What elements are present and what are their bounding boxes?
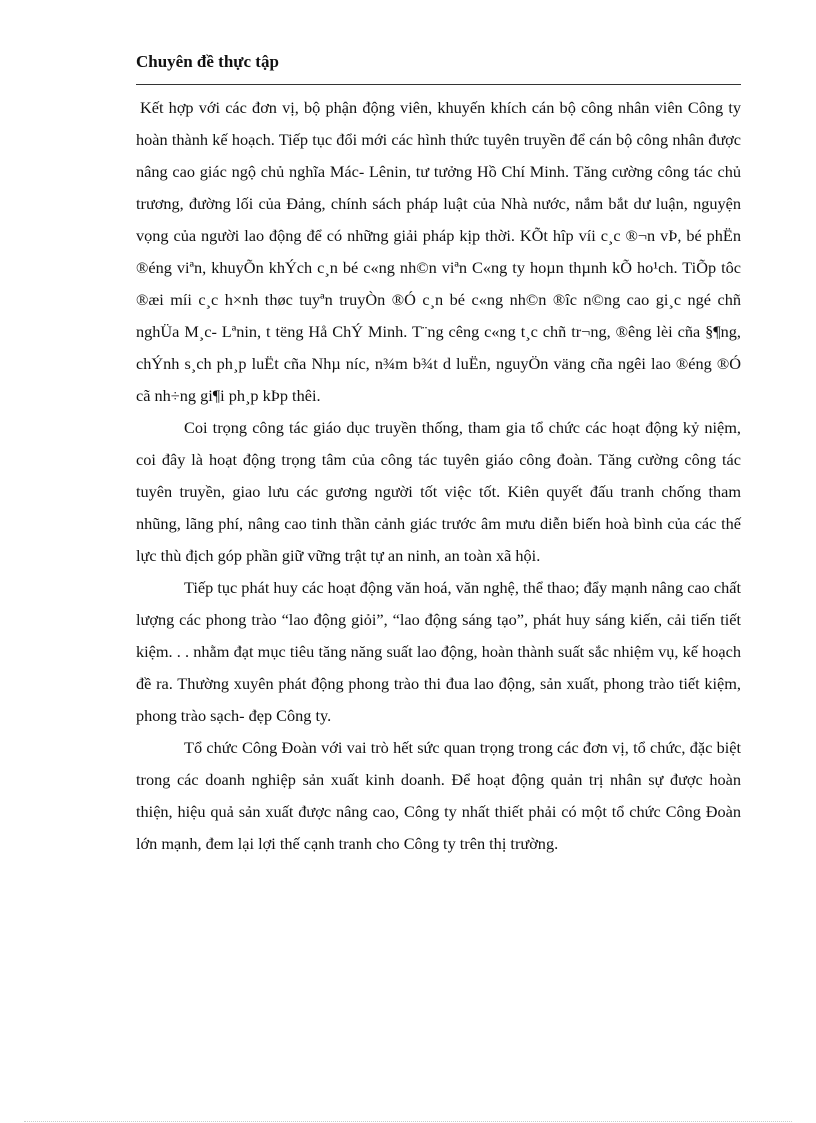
document-header-title: Chuyên đề thực tập bbox=[136, 52, 279, 71]
paragraph: Tiếp tục phát huy các hoạt động văn hoá, văn nghệ, thể thao; đẩy mạnh nâng cao chất lượng các phong trào “lao động giỏi”, “lao động sáng tạo”, phát huy sáng kiến, cải tiến tiết kiệm. . . nhằm đạt mục tiêu tăng năng suất lao động, hoàn thành suất sắc nhiệm vụ, kế hoạch đề ra. Thường xuyên phát động phong trào thi đua lao động, sản xuất, phong trào tiết kiệm, phong trào sạch- đẹp Công ty. bbox=[136, 578, 741, 725]
paragraph: Coi trọng công tác giáo dục truyền thống, tham gia tổ chức các hoạt động kỷ niệm, coi đây là hoạt động trọng tâm của công tác tuyên giáo công đoàn. Tăng cường công tác tuyên truyền, giao lưu các gương người tốt việc tốt. Kiên quyết đấu tranh chống tham nhũng, lãng phí, nâng cao tinh thần cảnh giác trước âm mưu diễn biến hoà bình của các thế lực thù địch góp phần giữ vững trật tự an ninh, an toàn xã hội. bbox=[136, 418, 741, 565]
document-body bbox=[136, 92, 741, 860]
page-bottom-edge bbox=[24, 1121, 792, 1122]
paragraph: Kết hợp với các đơn vị, bộ phận động viên, khuyến khích cán bộ công nhân viên Công ty hoàn thành kế hoạch. Tiếp tục đổi mới các hình thức tuyên truyền để cán bộ công nhân được nâng cao giác ngộ chủ nghĩa Mác- Lênin, tư tưởng Hồ Chí Minh. Tăng cường công tác chủ trương, đường lối của Đảng, chính sách pháp luật của Nhà nước, nắm bắt dư luận, nguyện vọng của người lao động để có những giải pháp kịp thời. KÕt hîp víi c¸c ®¬n vÞ, bé phËn ®éng viªn, khuyÕn khÝch c¸n bé c«ng nh©n viªn C«ng ty hoµn thµnh kÕ ho¹ch. TiÕp tôc ®æi míi c¸c h×nh thøc tuyªn truyÒn ®Ó c¸n bé c«ng nh©n ®îc n©ng cao gi¸c ngé chñ nghÜa M¸c- Lªnin, t tëng Hå ChÝ Minh. T¨ng cêng c«ng t¸c chñ tr¬ng, ®êng lèi cña §¶ng, chÝnh s¸ch ph¸p luËt cña Nhµ níc, n¾m b¾t d luËn, nguyÖn väng cña ngêi lao ®éng ®Ó cã nh÷ng gi¶i ph¸p kÞp thêi. bbox=[136, 98, 741, 405]
paragraph: Tổ chức Công Đoàn với vai trò hết sức quan trọng trong các đơn vị, tổ chức, đặc biệt trong các doanh nghiệp sản xuất kinh doanh. Để hoạt động quản trị nhân sự được hoàn thiện, hiệu quả sản xuất được nâng cao, Công ty nhất thiết phải có một tổ chức Công Đoàn lớn mạnh, đem lại lợi thế cạnh tranh cho Công ty trên thị trường. bbox=[136, 738, 741, 853]
header-divider bbox=[136, 84, 741, 85]
